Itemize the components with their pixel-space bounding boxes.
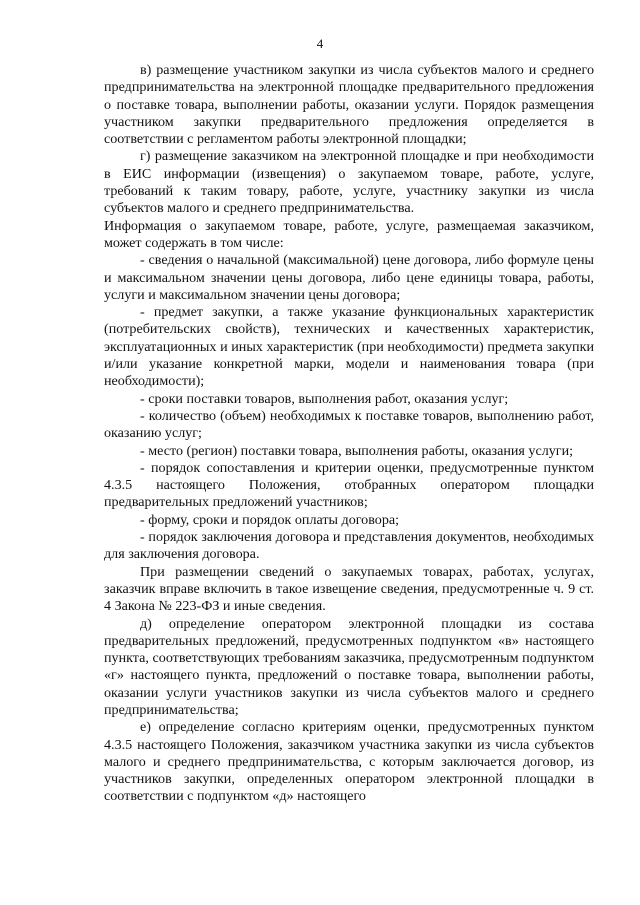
list-item-place: - место (регион) поставки товара, выполнения работы, оказания услуги; [140,442,574,459]
list-item-terms: - сроки поставки товаров, выполнения работ, оказания услуг; [140,390,509,407]
list-item-subject: - предмет закупки, а также указание функциональных характеристик (потребительских свойств), технических и качественных характеристик, эксплуатационных и иных характеристик (при необходимости) предмета закупки и/или указание конкретной марки, модели и наименования товара (при необходимости); [104,304,594,390]
document-body [104,62,594,806]
paragraph-item-v: в) размещение участником закупки из числа субъектов малого и среднего предпринимательства на электронной площадке предварительного предложения о поставке товара, выполнении работы, оказании услуги. Порядок размещения участником закупки предварительного предложения определяется в соответствии с регламентом работы электронной площадки; [104,62,594,148]
paragraph-item-e: е) определение согласно критериям оценки, предусмотренных пунктом 4.3.5 настоящего Положения, заказчиком участника закупки из числа субъектов малого и среднего предпринимательства, с которым заключается договор, из участников закупки, определенных оператором электронной площадки в соответствии с подпунктом «д» настоящего [104,719,594,805]
list-item-quantity: - количество (объем) необходимых к поставке товаров, выполнению работ, оказанию услуг; [104,407,594,442]
paragraph-additional-info: При размещении сведений о закупаемых товарах, работах, услугах, заказчик вправе включить в такое извещение сведения, предусмотренные ч. 9 ст. 4 Закона № 223-ФЗ и иные сведения. [104,563,594,615]
list-item-comparison: - порядок сопоставления и критерии оценки, предусмотренные пунктом 4.3.5 настоящего Положения, отобранных оператором площадки предварительных предложений участников; [104,459,594,511]
page-number: 4 [316,36,324,51]
list-item-price: - сведения о начальной (максимальной) цене договора, либо формуле цены и максимальном значении цены договора, либо цене единицы товара, работы, услуги и максимальном значении цены договора; [104,252,594,303]
list-item-payment: - форму, сроки и порядок оплаты договора; [140,511,400,528]
paragraph-info-intro: Информация о закупаемом товаре, работе, услуге, размещаемая заказчиком, может содержать в том числе: [104,217,594,251]
list-item-contract: - порядок заключения договора и представления документов, необходимых для заключения договора. [104,529,594,563]
paragraph-item-d: д) определение оператором электронной площадки из состава предварительных предложений, предусмотренных подпунктом «в» настоящего пункта, соответствующих требованиям заказчика, предусмотренным подпунктом «г» настоящего пункта, предложений о поставке товара, выполнении работы, оказании услуги участников закупки из числа субъектов малого и среднего предпринимательства; [104,615,594,718]
paragraph-item-g: г) размещение заказчиком на электронной площадке и при необходимости в ЕИС информации (извещения) о закупаемом товаре, работе, услуге, требований к таким товару, работе, услуге, участнику закупки из числа субъектов малого и среднего предпринимательства. [104,148,594,217]
